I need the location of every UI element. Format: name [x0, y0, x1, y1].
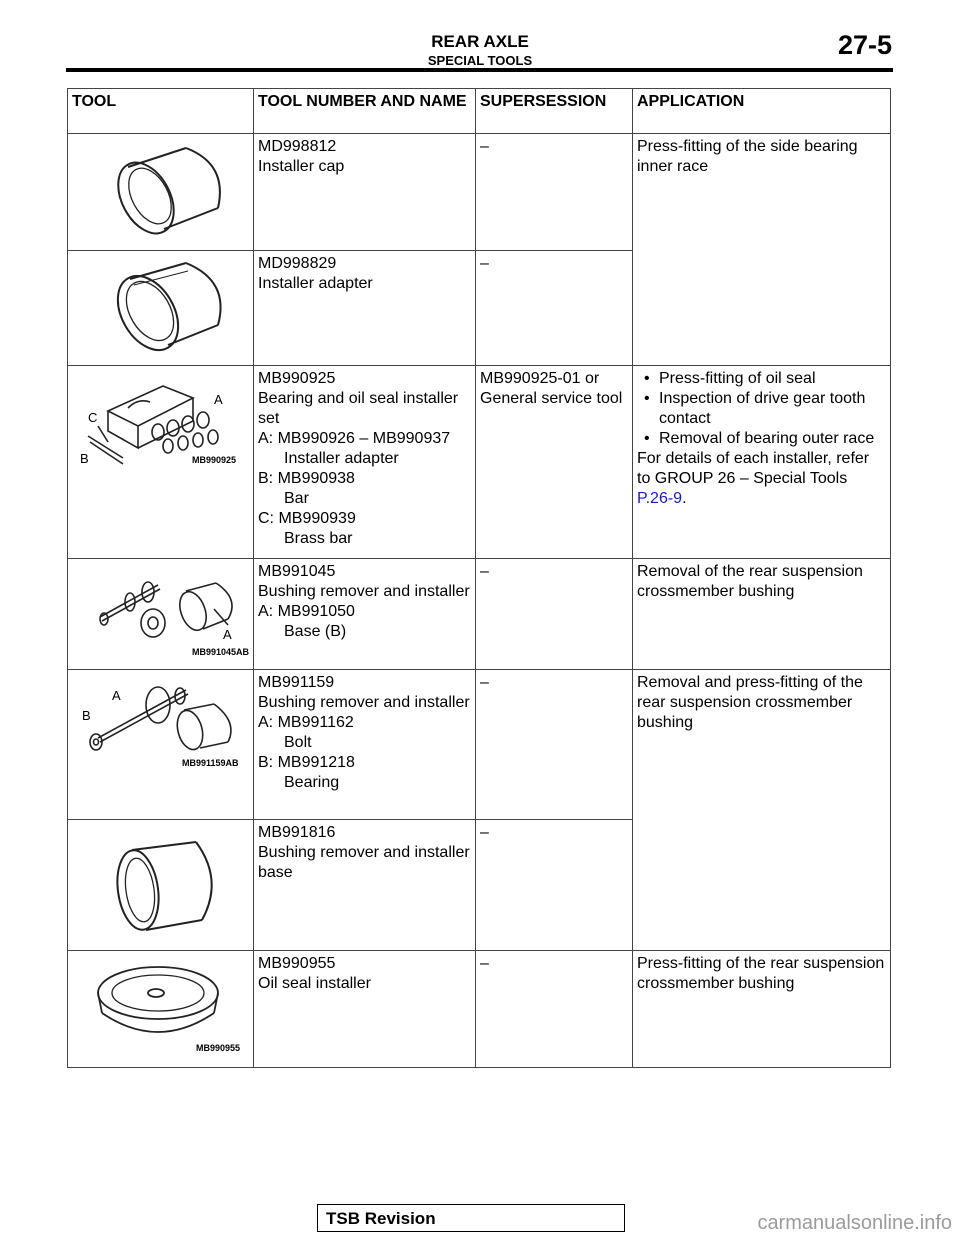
- list-item: • Press-fitting of oil seal: [659, 369, 886, 389]
- sub-tool-b: B: MB990938: [258, 470, 355, 487]
- tool-name-cell: [254, 820, 476, 951]
- table-row: [68, 366, 891, 559]
- sub-tool-a-name: Installer adapter: [284, 450, 399, 467]
- tool-name-cell: [254, 670, 476, 820]
- group-26-link[interactable]: P.26-9: [637, 490, 683, 507]
- supersession-cell: –: [476, 820, 633, 951]
- tsb-revision-label: TSB Revision: [326, 1209, 436, 1228]
- tool-number: MD998829: [258, 255, 337, 272]
- tool-name-cell: [254, 251, 476, 366]
- table-row: [68, 134, 891, 251]
- tool-name-cell: [254, 559, 476, 670]
- tool-name-cell: [254, 366, 476, 559]
- col-header-supersession: SUPERSESSION: [476, 89, 633, 134]
- tool-name-cell: [254, 134, 476, 251]
- tool-number: MB990955: [258, 955, 336, 972]
- col-header-tool-number: TOOL NUMBER AND NAME: [254, 89, 476, 134]
- figure-code: MB991159AB: [182, 758, 239, 768]
- tool-name-cell: [254, 951, 476, 1068]
- part-label-a: A: [223, 627, 232, 642]
- section-title: REAR AXLE: [431, 32, 529, 51]
- header-rule: [66, 68, 893, 72]
- page-number: 27-5: [837, 30, 892, 60]
- application-note: For details of each installer, refer to GROUP 26 – Special Tools: [637, 450, 870, 487]
- bushing-remover-icon: [68, 559, 254, 659]
- tool-number: MB991045: [258, 563, 336, 580]
- bearing-installer-set-icon: [68, 366, 254, 476]
- part-label-a: A: [214, 392, 223, 407]
- application-cell: Press-fitting of the side bearing inner race: [633, 134, 891, 366]
- sub-tool-a: A: MB991050: [258, 603, 355, 620]
- watermark: carmanualsonline.info: [757, 1212, 952, 1234]
- oil-seal-installer-icon: [68, 951, 254, 1061]
- supersession-cell: –: [476, 951, 633, 1068]
- figure-code: MB990955: [196, 1043, 241, 1053]
- tool-number: MB990925: [258, 370, 336, 387]
- tool-illustration-cell: [68, 366, 254, 559]
- tool-name: Oil seal installer: [258, 975, 371, 992]
- tool-name: Bushing remover and installer base: [258, 844, 470, 881]
- installer-adapter-icon: [68, 251, 254, 365]
- sub-tool-a-name: Base (B): [284, 623, 347, 640]
- tool-illustration-cell: [68, 670, 254, 820]
- application-list: [637, 369, 886, 449]
- sub-tool-a: A: MB991162: [258, 714, 354, 731]
- application-note-end: .: [682, 490, 687, 507]
- sub-tool-c-name: Brass bar: [284, 530, 353, 547]
- sub-tool-b-name: Bearing: [284, 774, 340, 791]
- application-cell: Removal of the rear suspension crossmember bushing: [633, 559, 891, 670]
- list-item: • Inspection of drive gear tooth contact: [659, 389, 886, 429]
- tool-name: Installer adapter: [258, 275, 373, 292]
- part-label-a: A: [112, 688, 121, 703]
- sub-tool-a: A: MB990926 – MB990937: [258, 430, 451, 447]
- sub-tool-b: B: MB991218: [258, 754, 355, 771]
- figure-code: MB991045AB: [192, 647, 250, 657]
- figure-code: MB990925: [192, 455, 237, 465]
- tsb-revision-box: [317, 1204, 625, 1232]
- tool-illustration-cell: [68, 559, 254, 670]
- sub-tool-c: C: MB990939: [258, 510, 356, 527]
- supersession-cell: –: [476, 670, 633, 820]
- tool-name: Bushing remover and installer: [258, 694, 470, 711]
- col-header-application: APPLICATION: [633, 89, 891, 134]
- sub-tool-b-name: Bar: [284, 490, 309, 507]
- tool-illustration-cell: [68, 134, 254, 251]
- installer-cap-icon: [68, 134, 254, 250]
- tool-number: MB991816: [258, 824, 336, 841]
- part-label-c: C: [88, 410, 98, 425]
- tool-name: Installer cap: [258, 158, 345, 175]
- tool-number: MD998812: [258, 138, 337, 155]
- table-header-row: [68, 89, 891, 134]
- tool-illustration-cell: [68, 951, 254, 1068]
- tool-number: MB991159: [258, 674, 335, 691]
- application-cell: [633, 366, 891, 559]
- supersession-cell: –: [476, 134, 633, 251]
- tool-illustration-cell: [68, 820, 254, 951]
- table-row: [68, 951, 891, 1068]
- table-row: [68, 670, 891, 820]
- col-header-tool: TOOL: [68, 89, 254, 134]
- list-item: • Removal of bearing outer race: [659, 429, 886, 449]
- table-row: [68, 559, 891, 670]
- part-label-b: B: [80, 451, 89, 466]
- bushing-remover-bolt-icon: [68, 670, 254, 774]
- tool-illustration-cell: [68, 251, 254, 366]
- tool-name: Bearing and oil seal installer set: [258, 390, 459, 427]
- special-tools-table: [67, 88, 891, 1068]
- supersession-cell: –: [476, 251, 633, 366]
- section-subtitle: SPECIAL TOOLS: [427, 53, 533, 68]
- application-cell: Removal and press-fitting of the rear suspension crossmember bushing: [633, 670, 891, 951]
- application-cell: Press-fitting of the rear suspension crossmember bushing: [633, 951, 891, 1068]
- sub-tool-a-name: Bolt: [284, 734, 312, 751]
- tool-name: Bushing remover and installer: [258, 583, 470, 600]
- part-label-b: B: [82, 708, 91, 723]
- supersession-cell: MB990925-01 or General service tool: [476, 366, 633, 559]
- bushing-base-icon: [68, 820, 254, 950]
- supersession-cell: –: [476, 559, 633, 670]
